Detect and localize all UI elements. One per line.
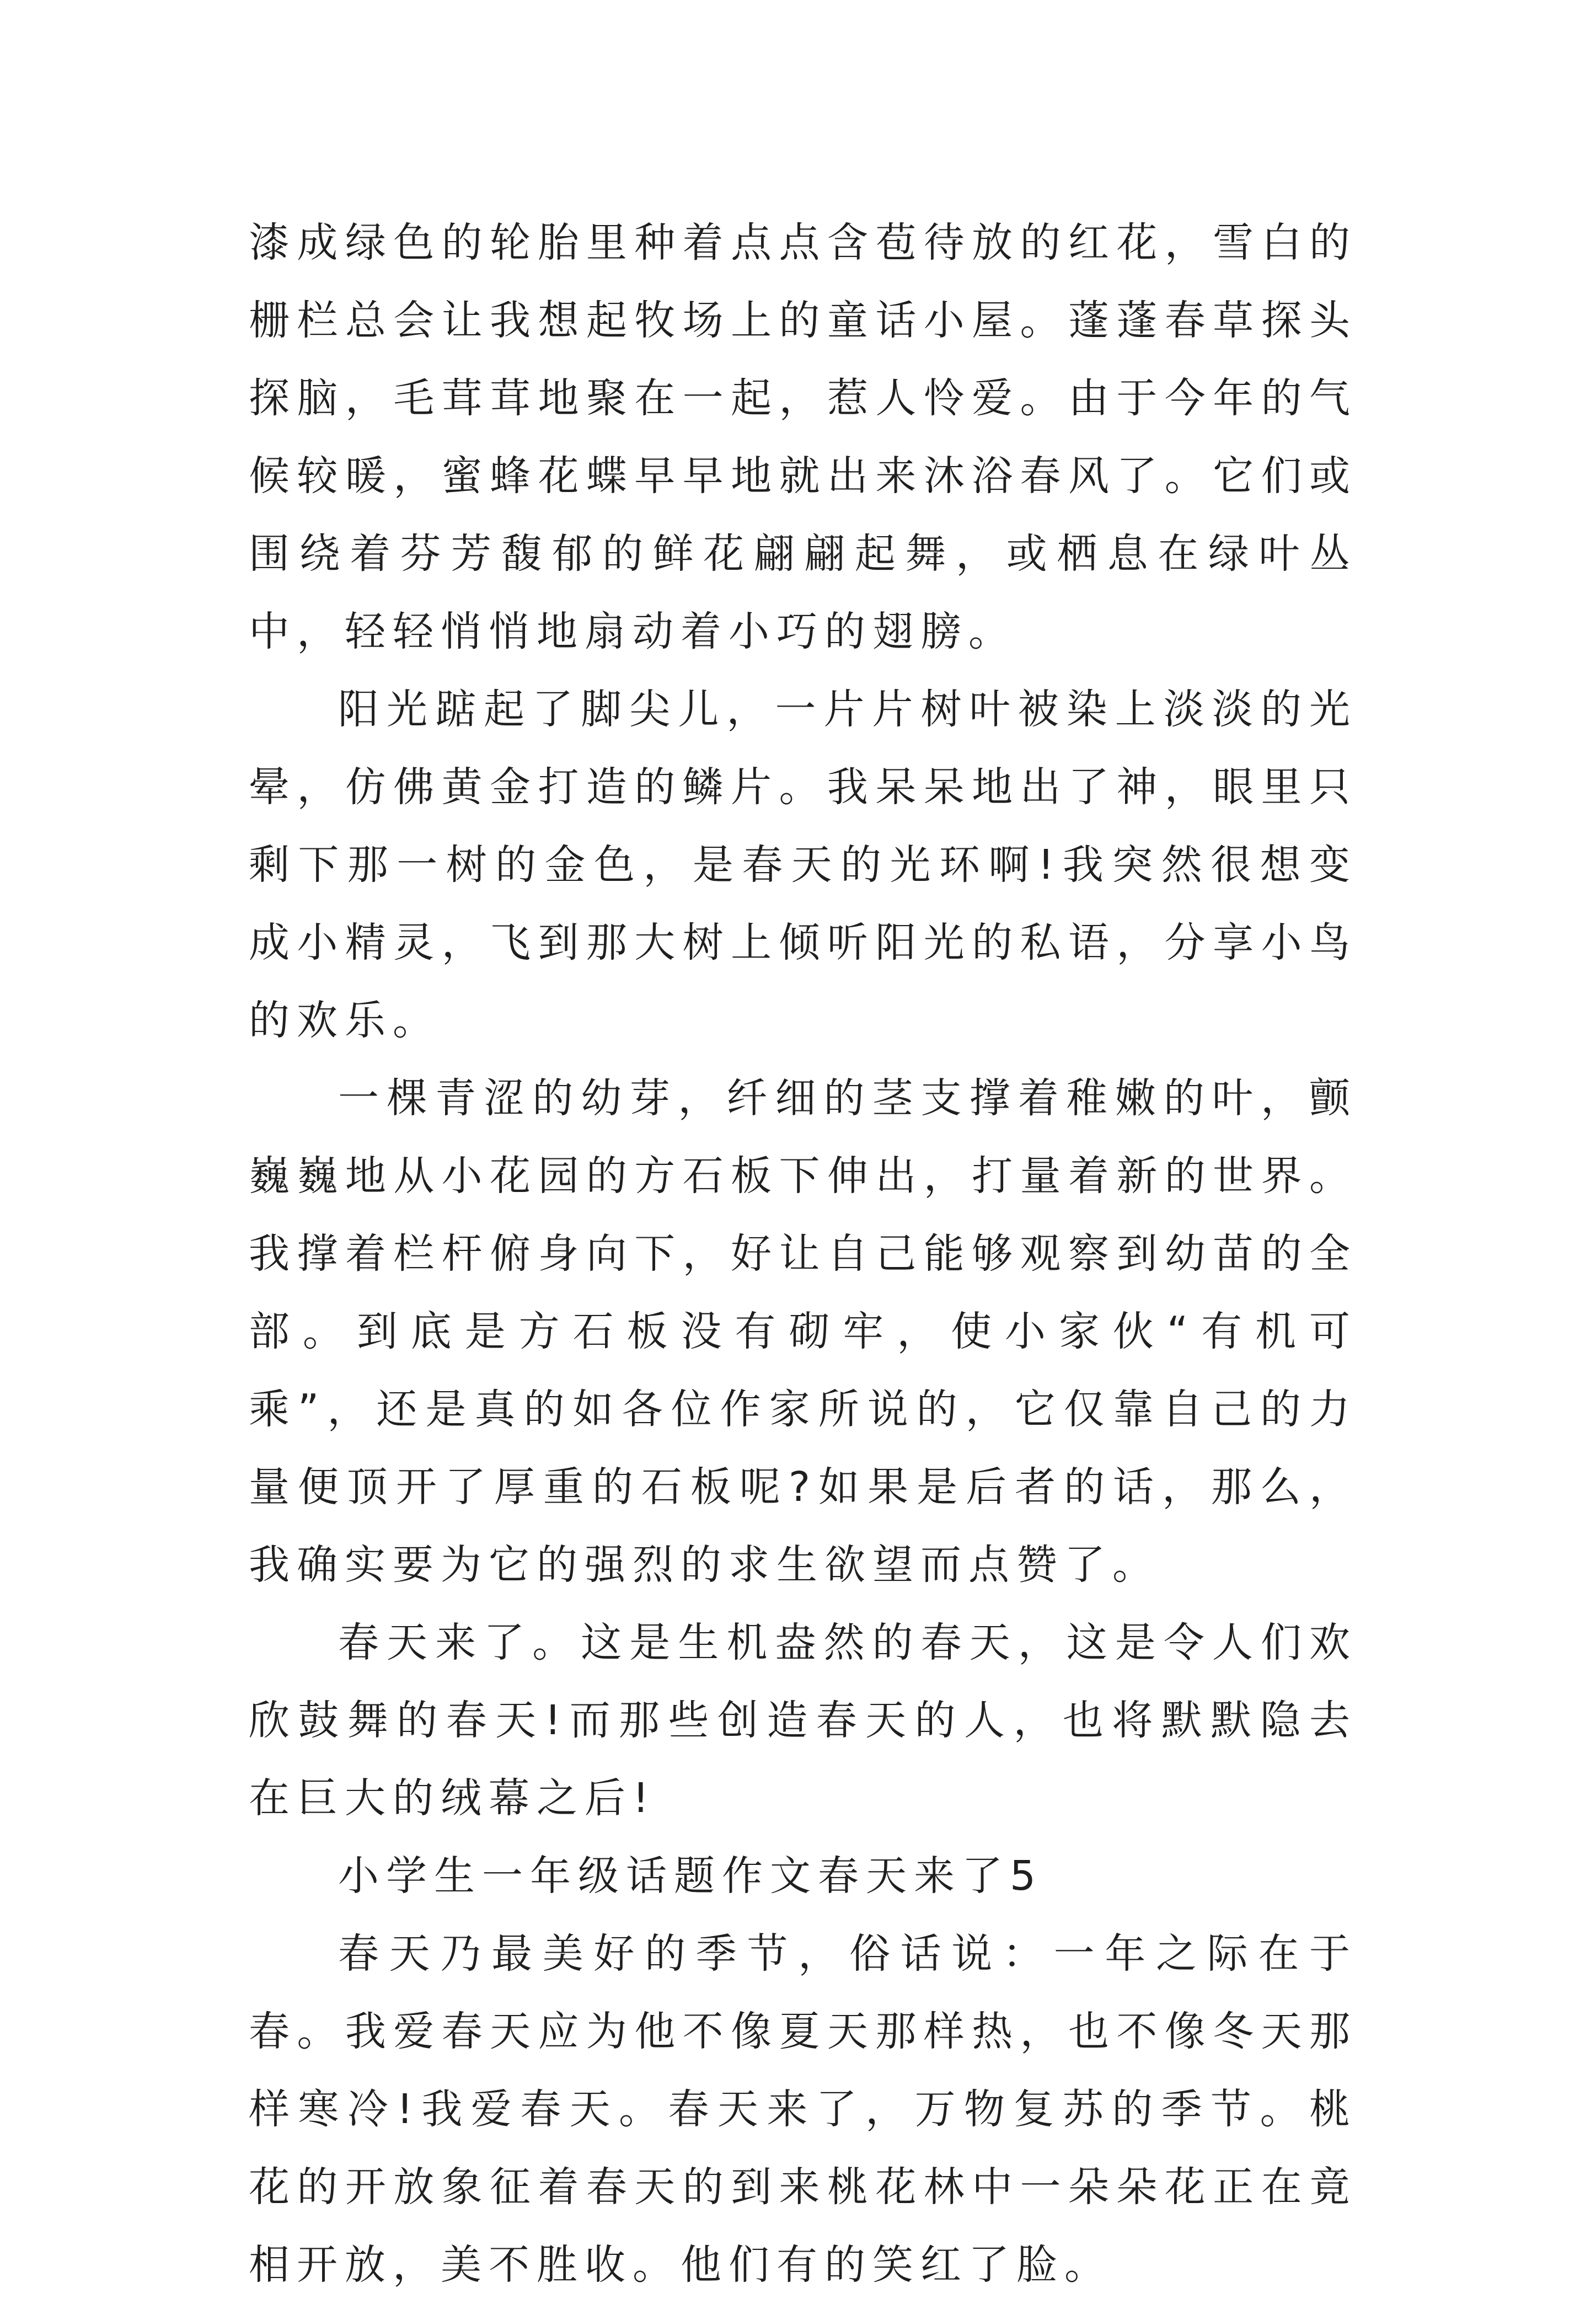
essay-heading: 小学生一年级话题作文春天来了5 — [338, 1852, 1043, 1900]
paragraph-tire-garden: 漆成绿色的轮胎里种着点点含苞待放的红花，雪白的栅栏总会让我想起牧场上的童话小屋。蓬蓬春草探头探脑，毛茸茸地聚在一起，惹人怜爱。由于今年的气候较暖，蜜蜂花蝶早早地就出来沐浴春风了。它们或围绕着芬芳馥郁的鲜花翩翩起舞，或栖息在绿叶丛中，轻轻悄悄地扇动着小巧的翅膀。 — [249, 219, 1357, 655]
paragraph-spring-arrives: 春天来了。这是生机盎然的春天，这是令人们欢欣鼓舞的春天!而那些创造春天的人，也将默默隐去在巨大的绒幕之后! — [249, 1619, 1357, 1822]
document-body — [249, 204, 1357, 2304]
paragraph-sunlight: 阳光踮起了脚尖儿，一片片树叶被染上淡淡的光晕，仿佛黄金打造的鳞片。我呆呆地出了神，眼里只剩下那一树的金色，是春天的光环啊!我突然很想变成小精灵，飞到那大树上倾听阳光的私语，分享小鸟的欢乐。 — [249, 686, 1357, 1044]
paragraph-sprout: 一棵青涩的幼芽，纤细的茎支撑着稚嫩的叶，颤巍巍地从小花园的方石板下伸出，打量着新的世界。我撑着栏杆俯身向下，好让自己能够观察到幼苗的全部。到底是方石板没有砌牢，使小家伙“有机可乘”，还是真的如各位作家所说的，它仅靠自己的力量便顶开了厚重的石板呢?如果是后者的话，那么，我确实要为它的强烈的求生欲望而点赞了。 — [249, 1075, 1357, 1589]
paragraph-best-season: 春天乃最美好的季节，俗话说：一年之际在于春。我爱春天应为他不像夏天那样热，也不像冬天那样寒冷!我爱春天。春天来了，万物复苏的季节。桃花的开放象征着春天的到来桃花林中一朵朵花正在竟相开放，美不胜收。他们有的笑红了脸。 — [249, 1930, 1357, 2289]
